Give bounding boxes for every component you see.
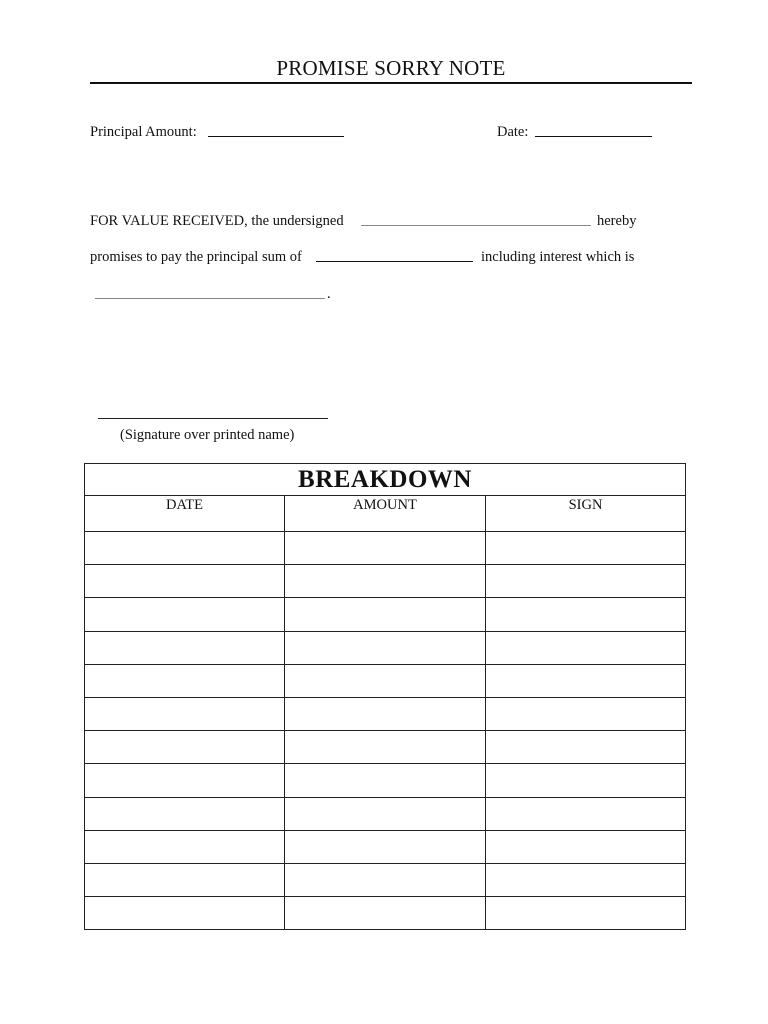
table-row xyxy=(85,598,686,631)
principal-amount-label: Principal Amount: xyxy=(90,124,197,140)
table-row xyxy=(85,565,686,598)
cell-date[interactable] xyxy=(85,797,285,830)
undersigned-name-field[interactable] xyxy=(361,225,591,226)
principal-amount-field[interactable] xyxy=(208,136,344,137)
cell-amount[interactable] xyxy=(285,532,486,565)
table-row xyxy=(85,664,686,697)
cell-amount[interactable] xyxy=(285,764,486,797)
cell-amount[interactable] xyxy=(285,797,486,830)
cell-sign[interactable] xyxy=(486,797,686,830)
cell-amount[interactable] xyxy=(285,731,486,764)
signature-line[interactable] xyxy=(98,418,328,419)
table-row xyxy=(85,631,686,664)
date-field[interactable] xyxy=(535,136,652,137)
cell-amount[interactable] xyxy=(285,598,486,631)
date-label: Date: xyxy=(497,124,529,140)
cell-date[interactable] xyxy=(85,697,285,730)
cell-date[interactable] xyxy=(85,897,285,930)
table-row xyxy=(85,830,686,863)
column-header-sign: SIGN xyxy=(486,496,686,532)
cell-sign[interactable] xyxy=(486,897,686,930)
table-row xyxy=(85,697,686,730)
cell-sign[interactable] xyxy=(486,664,686,697)
cell-sign[interactable] xyxy=(486,697,686,730)
cell-amount[interactable] xyxy=(285,697,486,730)
cell-sign[interactable] xyxy=(486,731,686,764)
breakdown-title: BREAKDOWN xyxy=(85,464,686,496)
cell-sign[interactable] xyxy=(486,631,686,664)
cell-date[interactable] xyxy=(85,565,285,598)
document-title: PROMISE SORRY NOTE xyxy=(276,56,506,80)
cell-sign[interactable] xyxy=(486,764,686,797)
cell-sign[interactable] xyxy=(486,532,686,565)
cell-date[interactable] xyxy=(85,764,285,797)
cell-date[interactable] xyxy=(85,863,285,896)
breakdown-table xyxy=(84,463,686,930)
cell-amount[interactable] xyxy=(285,830,486,863)
cell-date[interactable] xyxy=(85,532,285,565)
cell-date[interactable] xyxy=(85,664,285,697)
principal-sum-field[interactable] xyxy=(316,261,473,262)
para-line1-start: FOR VALUE RECEIVED, the undersigned xyxy=(90,213,344,229)
cell-sign[interactable] xyxy=(486,565,686,598)
table-row xyxy=(85,897,686,930)
cell-amount[interactable] xyxy=(285,897,486,930)
column-header-amount: AMOUNT xyxy=(285,496,486,532)
cell-sign[interactable] xyxy=(486,598,686,631)
cell-amount[interactable] xyxy=(285,664,486,697)
cell-date[interactable] xyxy=(85,631,285,664)
table-row xyxy=(85,764,686,797)
para-line2-start: promises to pay the principal sum of xyxy=(90,249,302,265)
para-line2-end: including interest which is xyxy=(481,249,635,265)
cell-sign[interactable] xyxy=(486,830,686,863)
cell-amount[interactable] xyxy=(285,631,486,664)
cell-amount[interactable] xyxy=(285,863,486,896)
para-line3-end: . xyxy=(327,286,331,302)
table-row xyxy=(85,532,686,565)
cell-date[interactable] xyxy=(85,731,285,764)
cell-amount[interactable] xyxy=(285,565,486,598)
column-header-date: DATE xyxy=(85,496,285,532)
cell-date[interactable] xyxy=(85,830,285,863)
cell-date[interactable] xyxy=(85,598,285,631)
para-line1-end: hereby xyxy=(597,213,637,229)
interest-field[interactable] xyxy=(95,298,325,299)
table-row xyxy=(85,731,686,764)
title-underline xyxy=(90,82,692,84)
table-row xyxy=(85,863,686,896)
cell-sign[interactable] xyxy=(486,863,686,896)
table-row xyxy=(85,797,686,830)
signature-caption: (Signature over printed name) xyxy=(120,427,295,443)
